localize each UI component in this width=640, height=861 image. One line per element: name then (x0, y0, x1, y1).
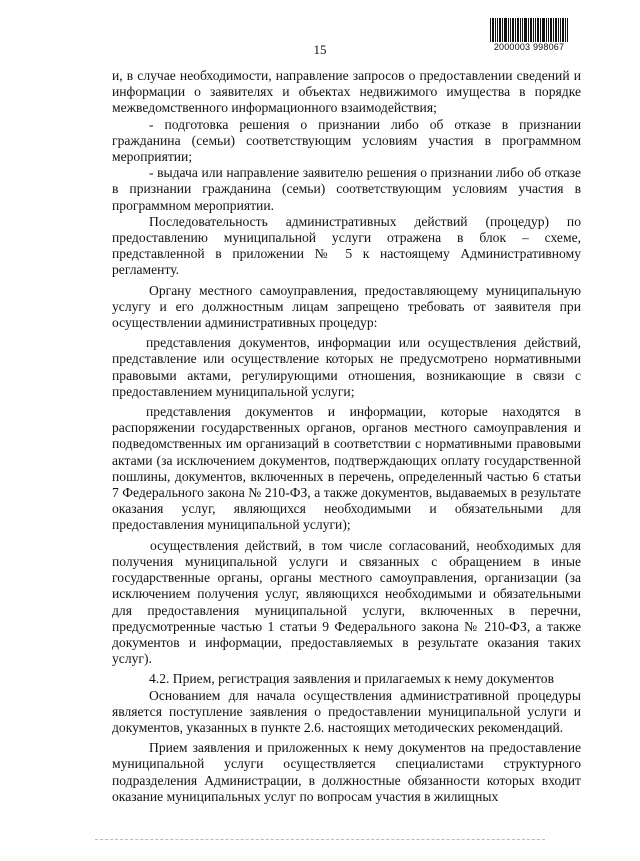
paragraph: представления документов и информации, которые находятся в распоряжении государственных органов, органов местного самоуправления и подведомственных им организаций в соответствии с нормативными правовыми актами (за исключением документов, подтверждающих оплату государственной пошлины, документов, включенных в перечень, определенный частью 6 статьи 7 Федерального закона № 210-ФЗ, а также документов, выдаваемых в результате оказания услуг, являющихся необходимыми и обязательными для предоставления муниципальной услуги); (112, 404, 581, 533)
paragraph: представления документов, информации или осуществления действий, представление или осуществление которых не предусмотрено нормативными правовыми актами, регулирующими отношения, возникающие в связи с предоставлением муниципальной услуги; (112, 335, 581, 399)
barcode-number: 2000003 998067 (493, 42, 565, 52)
page-number: 15 (313, 42, 327, 57)
paragraph: - подготовка решения о признании либо об отказе в признании гражданина (семьи) соответствующим условиям участия в программном мероприятии; (112, 116, 581, 165)
scan-edge-line (95, 839, 545, 840)
section-heading: 4.2. Прием, регистрация заявления и прилагаемых к нему документов (149, 671, 555, 687)
paragraph: Последовательность административных действий (процедур) по предоставлению муниципальной услуги отражена в блок – схеме, представленной в приложении № 5 к настоящему Административному регламенту. (112, 213, 581, 278)
body-text (112, 68, 581, 805)
paragraph: и, в случае необходимости, направление запросов о предоставлении сведений и информации о заявителях и объектах недвижимого имущества в порядке межведомственного информационного взаимодействия; (112, 68, 581, 116)
paragraph: - выдача или направление заявителю решения о признании либо об отказе в признании гражданина (семьи) соответствующим условиям участия в программном мероприятии. (112, 165, 581, 213)
barcode-image (490, 18, 568, 42)
paragraph: Органу местного самоуправления, предоставляющему муниципальную услугу и его должностным лицам запрещено требовать от заявителя при осуществлении административных процедур: (112, 282, 581, 331)
paragraph: осуществления действий, в том числе согласований, необходимых для получения муниципальной услуги и связанных с обращением в иные государственные органы, органы местного самоуправления, организации (за исключением получения услуг, являющихся необходимыми и обязательными для предоставления муниципальной услуги, включенных в перечни, предусмотренные частью 1 статьи 9 Федерального закона № 210-ФЗ, а также документов и информации, предоставляемых в результате оказания таких услуг). (112, 537, 581, 667)
paragraph: Прием заявления и приложенных к нему документов на предоставление муниципальной услуги осуществляется специалистами структурного подразделения Администрации, в должностные обязанности которых входит оказание муниципальных услуг по вопросам участия в жилищных (112, 740, 581, 804)
paragraph: Основанием для начала осуществления административной процедуры является поступление заявления о предоставлении муниципальной услуги и документов, указанных в пункте 2.6. настоящих методических рекомендаций. (112, 687, 581, 735)
